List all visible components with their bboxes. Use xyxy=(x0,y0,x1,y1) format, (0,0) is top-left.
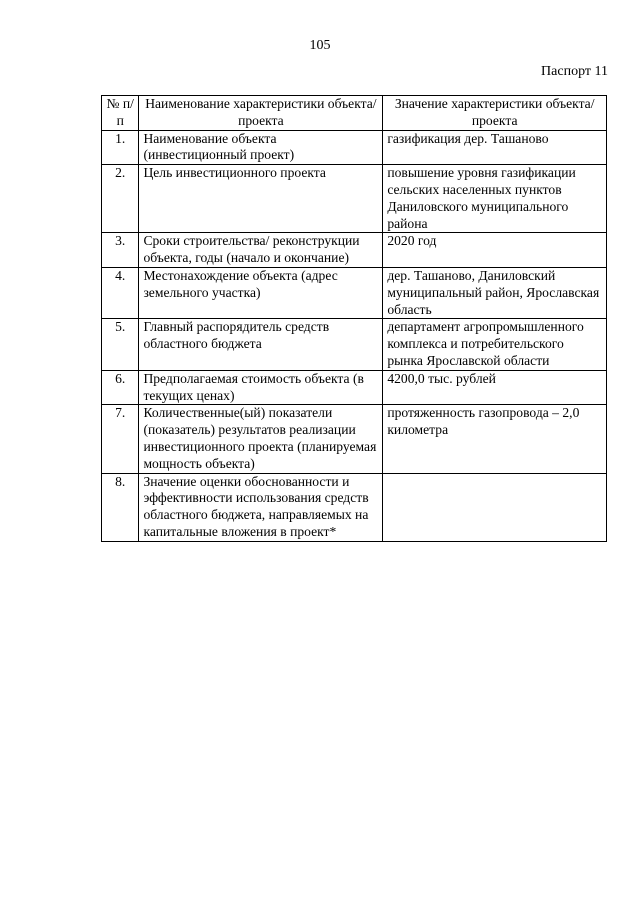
page-number: 105 xyxy=(309,38,331,53)
row-value: 2020 год xyxy=(383,233,607,268)
row-name: Предполагаемая стоимость объекта (в текущих ценах) xyxy=(139,370,383,405)
row-name: Значение оценки обоснованности и эффективности использования средств областного бюджета, направляемых на капитальные вложения в проект* xyxy=(139,473,383,541)
table-row xyxy=(102,473,607,541)
row-value xyxy=(383,473,607,541)
row-name: Главный распорядитель средств областного бюджета xyxy=(139,319,383,370)
row-name: Количественные(ый) показатели (показатель) результатов реализации инвестиционного проекта (планируемая мощность объекта) xyxy=(139,405,383,473)
row-name: Сроки строительства/ реконструкции объекта, годы (начало и окончание) xyxy=(139,233,383,268)
passport-table xyxy=(101,95,607,542)
table-row xyxy=(102,370,607,405)
table-header-row xyxy=(102,96,607,131)
row-num: 4. xyxy=(102,267,139,318)
row-value: газификация дер. Ташаново xyxy=(383,130,607,165)
row-value: 4200,0 тыс. рублей xyxy=(383,370,607,405)
row-value: дер. Ташаново, Даниловский муниципальный район, Ярославская область xyxy=(383,267,607,318)
row-num: 6. xyxy=(102,370,139,405)
row-num: 8. xyxy=(102,473,139,541)
table-row xyxy=(102,319,607,370)
row-value: департамент агропромышленного комплекса и потребительского рынка Ярославской области xyxy=(383,319,607,370)
table-row xyxy=(102,267,607,318)
row-num: 2. xyxy=(102,165,139,233)
row-num: 7. xyxy=(102,405,139,473)
row-num: 5. xyxy=(102,319,139,370)
row-num: 1. xyxy=(102,130,139,165)
table-row xyxy=(102,405,607,473)
row-value: протяженность газопровода – 2,0 километра xyxy=(383,405,607,473)
table-row xyxy=(102,233,607,268)
row-num: 3. xyxy=(102,233,139,268)
row-name: Цель инвестиционного проекта xyxy=(139,165,383,233)
table-row xyxy=(102,130,607,165)
header-num: № п/п xyxy=(102,96,139,131)
row-value: повышение уровня газификации сельских населенных пунктов Даниловского муниципального района xyxy=(383,165,607,233)
row-name: Наименование объекта (инвестиционный проект) xyxy=(139,130,383,165)
row-name: Местонахождение объекта (адрес земельного участка) xyxy=(139,267,383,318)
header-name: Наименование характеристики объекта/проекта xyxy=(139,96,383,131)
passport-label: Паспорт 11 xyxy=(541,64,608,79)
header-value: Значение характеристики объекта/проекта xyxy=(383,96,607,131)
table-row xyxy=(102,165,607,233)
